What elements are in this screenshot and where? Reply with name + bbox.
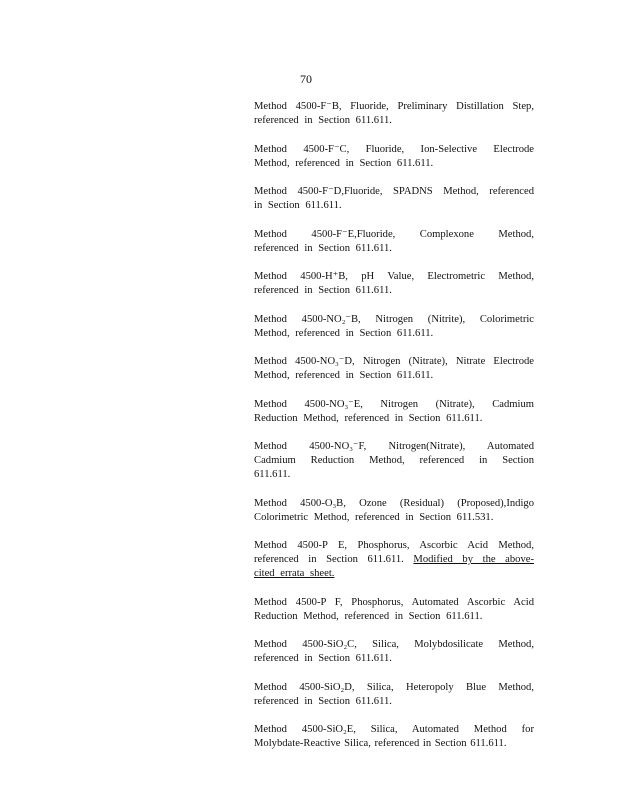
list-item (254, 638, 534, 666)
list-item (254, 723, 534, 751)
entry-line: in Section 611.611. (254, 200, 342, 211)
entry-line-prefix: referenced in Section 611.611. (254, 554, 414, 565)
entry-line: Method 4500-NO₂⁻B, Nitrogen (Nitrite), Colorimetric (254, 313, 534, 325)
entry-line (254, 567, 534, 581)
entry-line: Method 4500-F⁻D,Fluoride, SPADNS Method, referenced (254, 186, 534, 197)
list-item (254, 497, 534, 525)
entry-line: Method 4500-F⁻B, Fluoride, Preliminary Distillation Step, (254, 101, 534, 112)
list-item (254, 185, 534, 213)
modified-note: Modified by the above- (413, 554, 534, 565)
list-item (254, 100, 534, 128)
entry-line: Method, referenced in Section 611.611. (254, 370, 434, 381)
entry-line: Method 4500-O₃B, Ozone (Residual) (Proposed),Indigo (254, 497, 534, 509)
entry-line: Reduction Method, referenced in Section 611.611. (254, 610, 483, 622)
method-reference-list (254, 100, 534, 766)
entry-line: Method 4500-F⁻E,Fluoride, Complexone Method, (254, 228, 534, 240)
entry-line: Method 4500-SiO₂E, Silica, Automated Method for (254, 724, 534, 735)
entry-line: Method 4500-NO₃⁻F, Nitrogen(Nitrate), Automated (254, 441, 534, 452)
list-item (254, 440, 534, 482)
modified-note: cited errata sheet. (254, 568, 335, 579)
entry-line: referenced in Section 611.611. (254, 242, 392, 254)
list-item (254, 313, 534, 341)
entry-line: referenced in Section 611.611. (254, 115, 392, 126)
entry-line: Method 4500-F⁻C, Fluoride, Ion-Selective Electrode (254, 143, 534, 155)
entry-line: Method 4500-P F, Phosphorus, Automated Ascorbic Acid (254, 596, 534, 608)
list-item (254, 270, 534, 298)
entry-line: Method 4500-H⁺B, pH Value, Electrometric Method, (254, 271, 534, 282)
entry-line: Method 4500-NO₃⁻E, Nitrogen (Nitrate), Cadmium (254, 398, 534, 410)
entry-line: Method 4500-SiO₂D, Silica, Heteropoly Blue Method, (254, 681, 534, 693)
entry-line: Colorimetric Method, referenced in Section 611.531. (254, 511, 494, 523)
entry-line: Method, referenced in Section 611.611. (254, 157, 434, 169)
list-item (254, 228, 534, 256)
list-item (254, 355, 534, 383)
entry-line: Method 4500-P E, Phosphorus, Ascorbic Acid Method, (254, 540, 534, 551)
entry-line: referenced in Section 611.611. (254, 653, 392, 664)
list-item (254, 596, 534, 624)
entry-line: referenced in Section 611.611. (254, 695, 392, 707)
list-item (254, 398, 534, 426)
entry-line: Method 4500-SiO₂C, Silica, Molybdosilicate Method, (254, 639, 534, 650)
entry-line: Cadmium Reduction Method, referenced in Section (254, 455, 534, 466)
entry-line: Method, referenced in Section 611.611. (254, 327, 434, 339)
page-number: 70 (300, 72, 312, 86)
entry-line: referenced in Section 611.611. (254, 285, 392, 296)
list-item (254, 681, 534, 709)
entry-line: Reduction Method, referenced in Section 611.611. (254, 412, 483, 424)
list-item (254, 539, 534, 581)
entry-line: Method 4500-NO₃⁻D, Nitrogen (Nitrate), Nitrate Electrode (254, 356, 534, 367)
entry-line (254, 553, 534, 567)
entry-line: Molybdate-Reactive Silica, referenced in Section 611.611. (254, 738, 507, 749)
entry-line: 611.611. (254, 469, 291, 480)
list-item (254, 143, 534, 171)
